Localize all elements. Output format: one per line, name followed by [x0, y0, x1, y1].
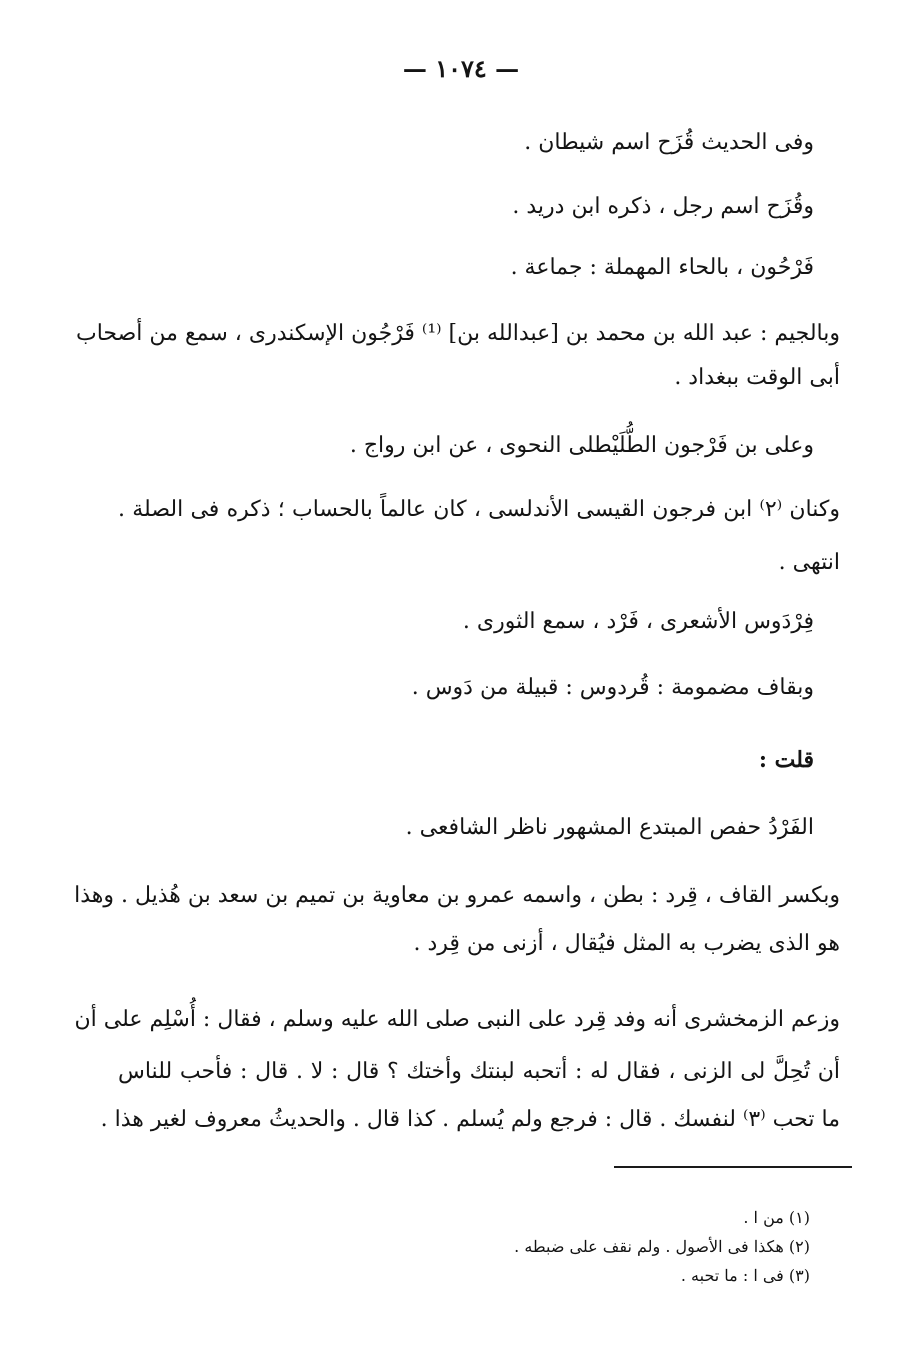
- text-line: وفى الحديث قُزَح اسم شيطان .: [524, 130, 814, 155]
- text-line: وزعم الزمخشرى أنه وفد قِرد على النبى صلى الله عليه وسلم ، فقال : أُسْلِم على أن: [74, 1007, 840, 1032]
- footnote-separator: [614, 1166, 852, 1168]
- text-line: وبالجيم : عبد الله بن محمد بن [عبدالله بن] ⁽¹⁾ فَرْجُون الإسكندرى ، سمع من أصحاب: [76, 321, 840, 346]
- text-line: وكنان ⁽٢⁾ ابن فرجون القيسى الأندلسى ، كان عالماً بالحساب ؛ ذكره فى الصلة .: [118, 497, 840, 522]
- text-line: أبى الوقت ببغداد .: [674, 365, 840, 390]
- text-line: ما تحب ⁽٣⁾ لنفسك . قال : فرجع ولم يُسلم . كذا قال . والحديثُ معروف لغير هذا .: [100, 1107, 840, 1132]
- footnote: (١) من ا .: [743, 1208, 810, 1227]
- text-line: وبكسر القاف ، قِرد : بطن ، واسمه عمرو بن معاوية بن تميم بن سعد بن هُذيل . وهذا: [74, 883, 840, 908]
- page-number: — ١٠٧٤ —: [402, 54, 520, 83]
- text-line: قلت :: [758, 747, 814, 773]
- text-line: وبقاف مضمومة : قُردوس : قبيلة من دَوس .: [411, 675, 814, 700]
- text-line: أن تُحِلَّ لى الزنى ، فقال له : أتحبه لبنتك وأختك ؟ قال : لا . قال : فأحب للناس: [118, 1059, 840, 1084]
- text-line: وعلى بن فَرْجون الطُّلَيْطلى النحوى ، عن ابن رواج .: [349, 433, 814, 458]
- text-line: فِرْدَوس الأشعرى ، فَرْد ، سمع الثورى .: [462, 609, 814, 634]
- footnote: (٢) هكذا فى الأصول . ولم نقف على ضبطه .: [514, 1237, 810, 1256]
- text-line: هو الذى يضرب به المثل فيُقال ، أزنى من قِرد .: [413, 931, 840, 956]
- text-line: الفَرْدُ حفص المبتدع المشهور ناظر الشافعى .: [405, 815, 814, 840]
- text-line: فَرْحُون ، بالحاء المهملة : جماعة .: [510, 255, 814, 280]
- text-line: انتهى .: [778, 550, 840, 575]
- footnote: (٣) فى ا : ما تحبه .: [680, 1266, 810, 1285]
- text-line: وقُزَح اسم رجل ، ذكره ابن دريد .: [512, 194, 814, 219]
